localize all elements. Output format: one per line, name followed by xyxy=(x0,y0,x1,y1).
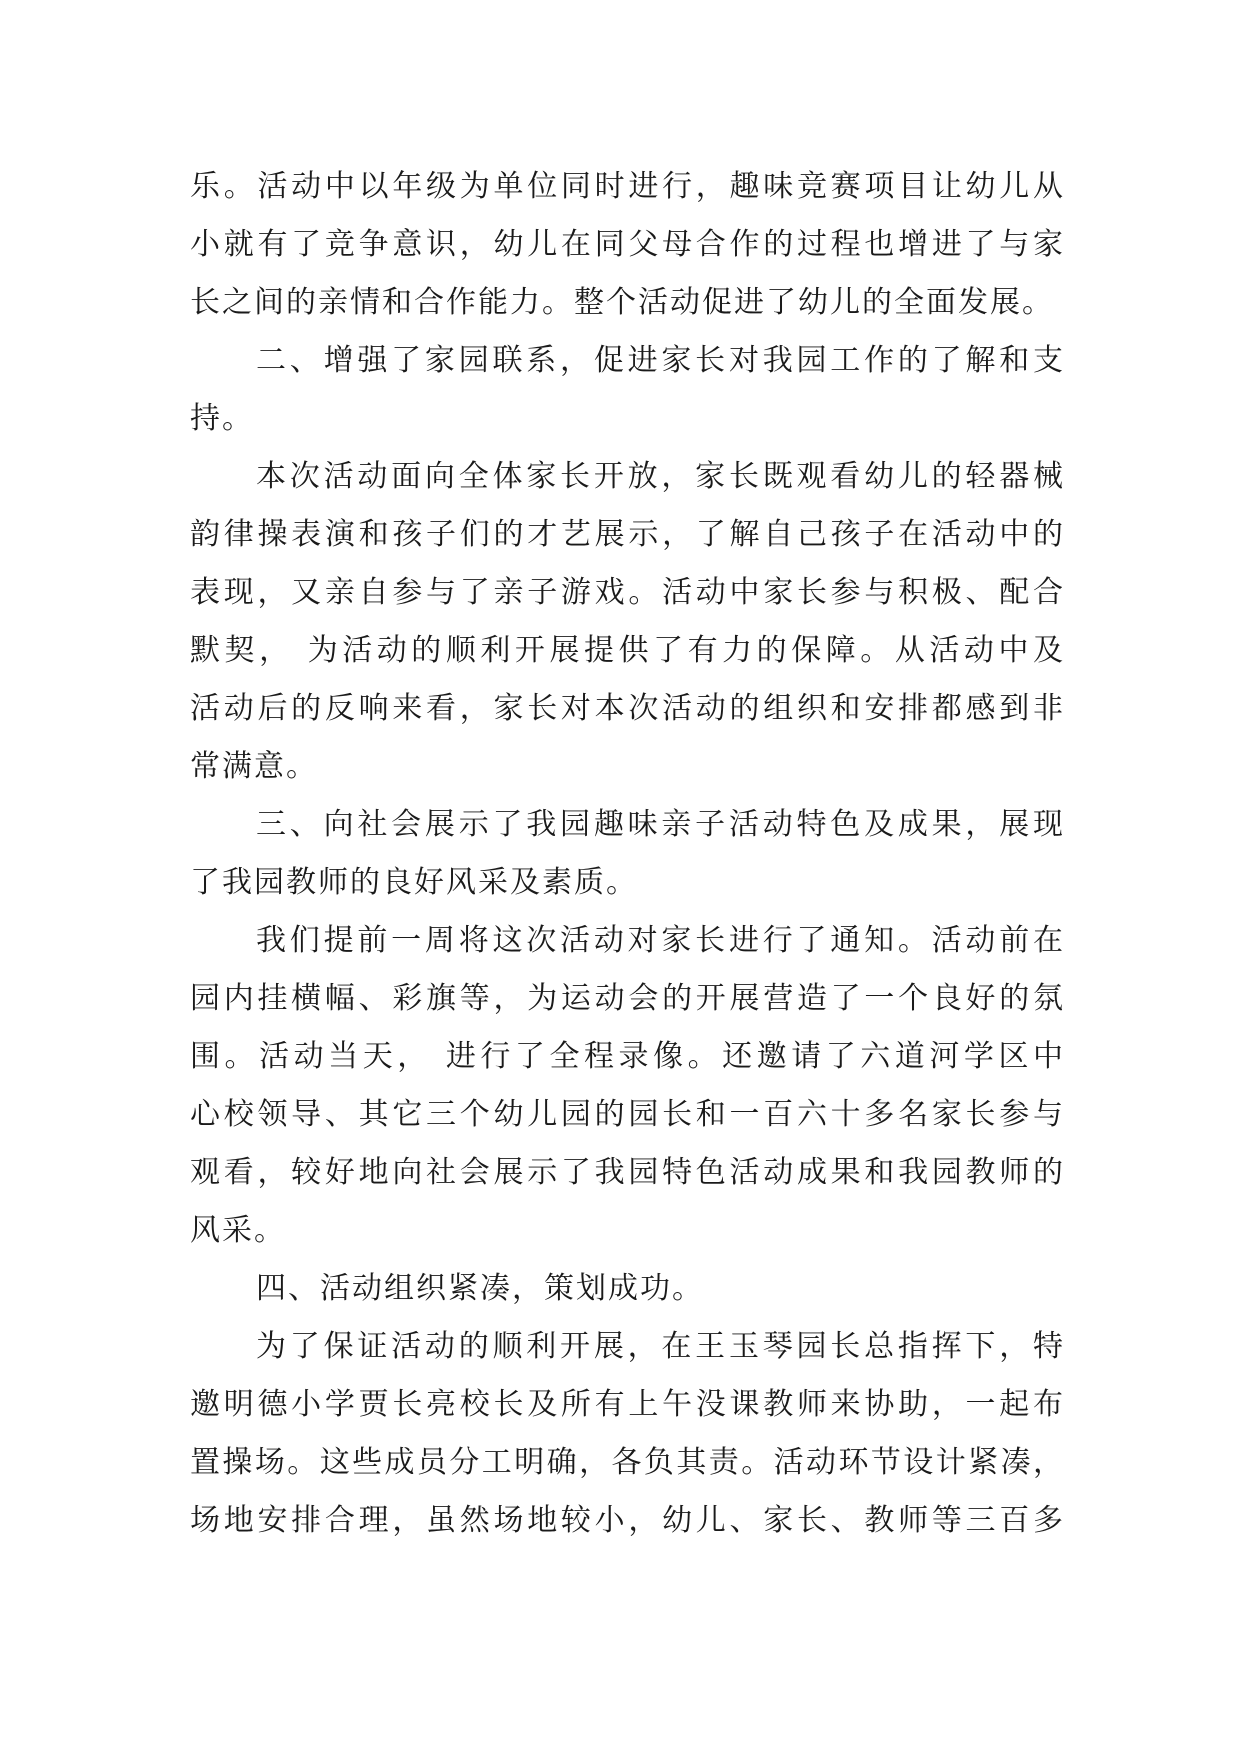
paragraph-line: 乐。活动中以年级为单位同时进行，趣味竞赛项目让幼儿从 xyxy=(190,169,1065,204)
paragraph-line: 场地安排合理，虽然场地较小，幼儿、家长、教师等三百多 xyxy=(190,1503,1065,1538)
paragraph-line: 邀明德小学贾长亮校长及所有上午没课教师来协助，一起布 xyxy=(190,1387,1065,1422)
paragraph-line: 表现，又亲自参与了亲子游戏。活动中家长参与积极、配合 xyxy=(190,575,1065,610)
paragraph-line: 持。 xyxy=(190,401,254,436)
paragraph-line: 常满意。 xyxy=(190,749,318,784)
document-body xyxy=(190,158,1065,1550)
paragraph-line: 园内挂横幅、彩旗等，为运动会的开展营造了一个良好的氛 xyxy=(190,981,1065,1016)
paragraph-line: 风采。 xyxy=(190,1213,286,1248)
paragraph-line: 了我园教师的良好风采及素质。 xyxy=(190,865,638,900)
paragraph-line: 默契， 为活动的顺利开展提供了有力的保障。从活动中及 xyxy=(190,633,1065,668)
paragraph-first-line: 本次活动面向全体家长开放，家长既观看幼儿的轻器械 xyxy=(256,459,1065,494)
paragraph-first-line: 二、增强了家园联系，促进家长对我园工作的了解和支 xyxy=(256,343,1065,378)
paragraph-line: 观看，较好地向社会展示了我园特色活动成果和我园教师的 xyxy=(190,1155,1065,1190)
paragraph-line: 围。活动当天， 进行了全程录像。还邀请了六道河学区中 xyxy=(190,1039,1065,1074)
paragraph-line: 韵律操表演和孩子们的才艺展示，了解自己孩子在活动中的 xyxy=(190,517,1065,552)
paragraph-line: 活动后的反响来看，家长对本次活动的组织和安排都感到非 xyxy=(190,691,1065,726)
paragraph-line: 长之间的亲情和合作能力。整个活动促进了幼儿的全面发展。 xyxy=(190,285,1054,320)
paragraph-first-line: 三、向社会展示了我园趣味亲子活动特色及成果，展现 xyxy=(256,807,1065,842)
paragraph-first-line: 我们提前一周将这次活动对家长进行了通知。活动前在 xyxy=(256,923,1065,958)
paragraph-first-line: 四、活动组织紧凑，策划成功。 xyxy=(256,1271,704,1306)
paragraph-first-line: 为了保证活动的顺利开展，在王玉琴园长总指挥下，特 xyxy=(256,1329,1065,1364)
paragraph-line: 小就有了竞争意识，幼儿在同父母合作的过程也增进了与家 xyxy=(190,227,1065,262)
paragraph-line: 置操场。这些成员分工明确，各负其责。活动环节设计紧凑， xyxy=(190,1445,1065,1480)
paragraph-line: 心校领导、其它三个幼儿园的园长和一百六十多名家长参与 xyxy=(190,1097,1065,1132)
